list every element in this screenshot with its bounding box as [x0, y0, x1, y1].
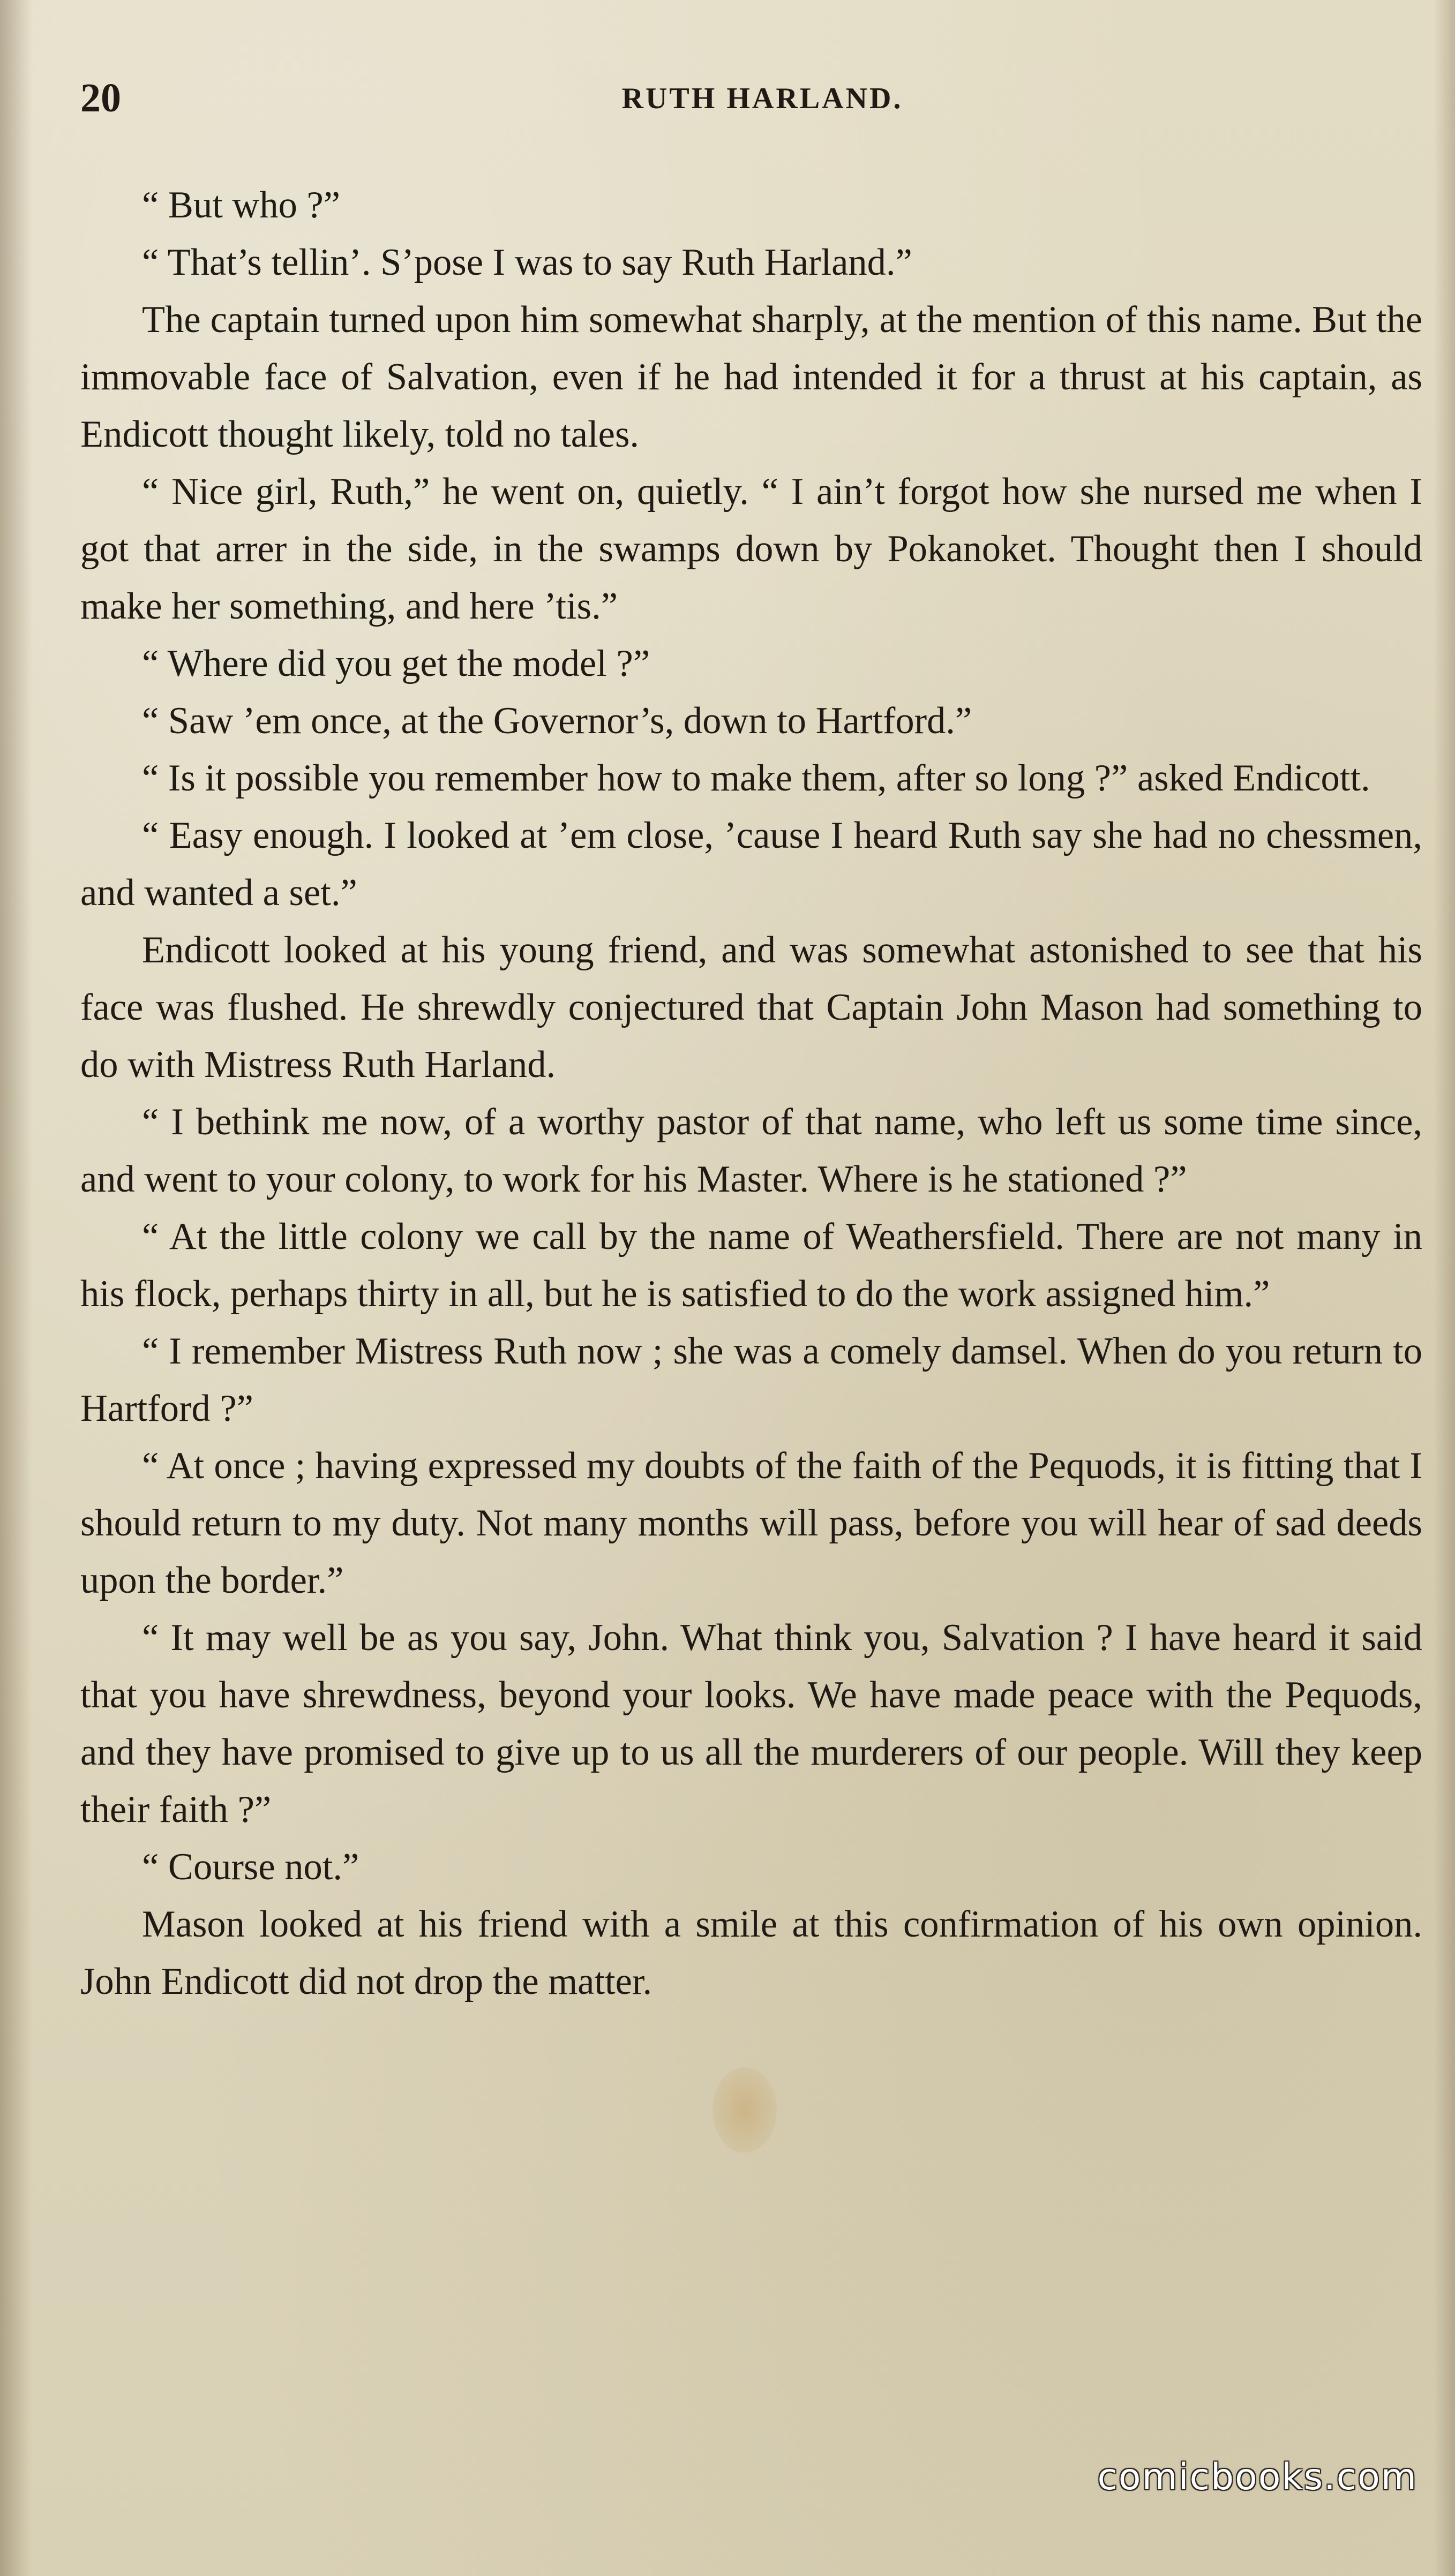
paragraph: “ Easy enough. I looked at ’em close, ’cause I heard Ruth say she had no chessmen, and wanted a set.” [80, 815, 1422, 914]
paragraph: “ I bethink me now, of a worthy pastor of that name, who left us some time since, and went to your colony, to work for his Master. Where is he stationed ?” [80, 1101, 1422, 1200]
paragraph: “ Is it possible you remember how to make them, after so long ?” asked Endicott. [142, 757, 1370, 799]
page-edge-shadow-left [0, 0, 32, 2576]
page-edge-shadow-right [1434, 0, 1455, 2576]
paragraph: “ It may well be as you say, John. What think you, Salvation ? I have heard it said that you have shrewdness, beyond your looks. We have made peace with the Pequods, and they have promised to give up to us all the murderers of our people. Will they keep their faith ?” [80, 1617, 1422, 1831]
paragraph: “ That’s tellin’. S’pose I was to say Ruth Harland.” [142, 242, 912, 283]
paragraph: The captain turned upon him somewhat sharply, at the mention of this name. But the immovable face of Salvation, even if he had intended it for a thrust at his captain, as Endicott thought likely, told no tales. [80, 299, 1422, 455]
page-header [80, 75, 1401, 134]
paragraph: “ Nice girl, Ruth,” he went on, quietly. “ I ain’t forgot how she nursed me when I got that arrer in the side, in the swamps down by Pokanoket. Thought then I should make her something, and here ’tis.” [80, 471, 1422, 627]
page-number: 20 [80, 76, 121, 120]
paragraph: Endicott looked at his young friend, and was somewhat astonished to see that his face was flushed. He shrewdly conjectured that Captain John Mason had something to do with Mistress Ruth Harland. [80, 929, 1422, 1086]
watermark: comicbooks.com [1097, 2456, 1418, 2498]
paragraph: “ I remember Mistress Ruth now ; she was a comely damsel. When do you return to Hartford ?” [80, 1330, 1422, 1429]
paragraph: “ At the little colony we call by the name of Weathersfield. There are not many in his flock, perhaps thirty in all, but he is satisfied to do the work assigned him.” [80, 1216, 1422, 1315]
paper-stain [712, 2067, 777, 2153]
paragraph: “ But who ?” [142, 184, 341, 226]
paragraph: “ Where did you get the model ?” [142, 643, 650, 684]
paragraph: Mason looked at his friend with a smile at this confirmation of his own opinion. John Endicott did not drop the matter. [80, 1903, 1422, 2002]
paragraph: “ At once ; having expressed my doubts of the faith of the Pequods, it is fitting that I should return to my duty. Not many months will pass, before you will hear of sad deeds upon the border.” [80, 1445, 1422, 1601]
body-text [80, 177, 1422, 2010]
running-title: RUTH HARLAND. [621, 82, 903, 115]
paragraph: “ Saw ’em once, at the Governor’s, down to Hartford.” [142, 700, 972, 742]
paragraph: “ Course not.” [142, 1846, 359, 1888]
